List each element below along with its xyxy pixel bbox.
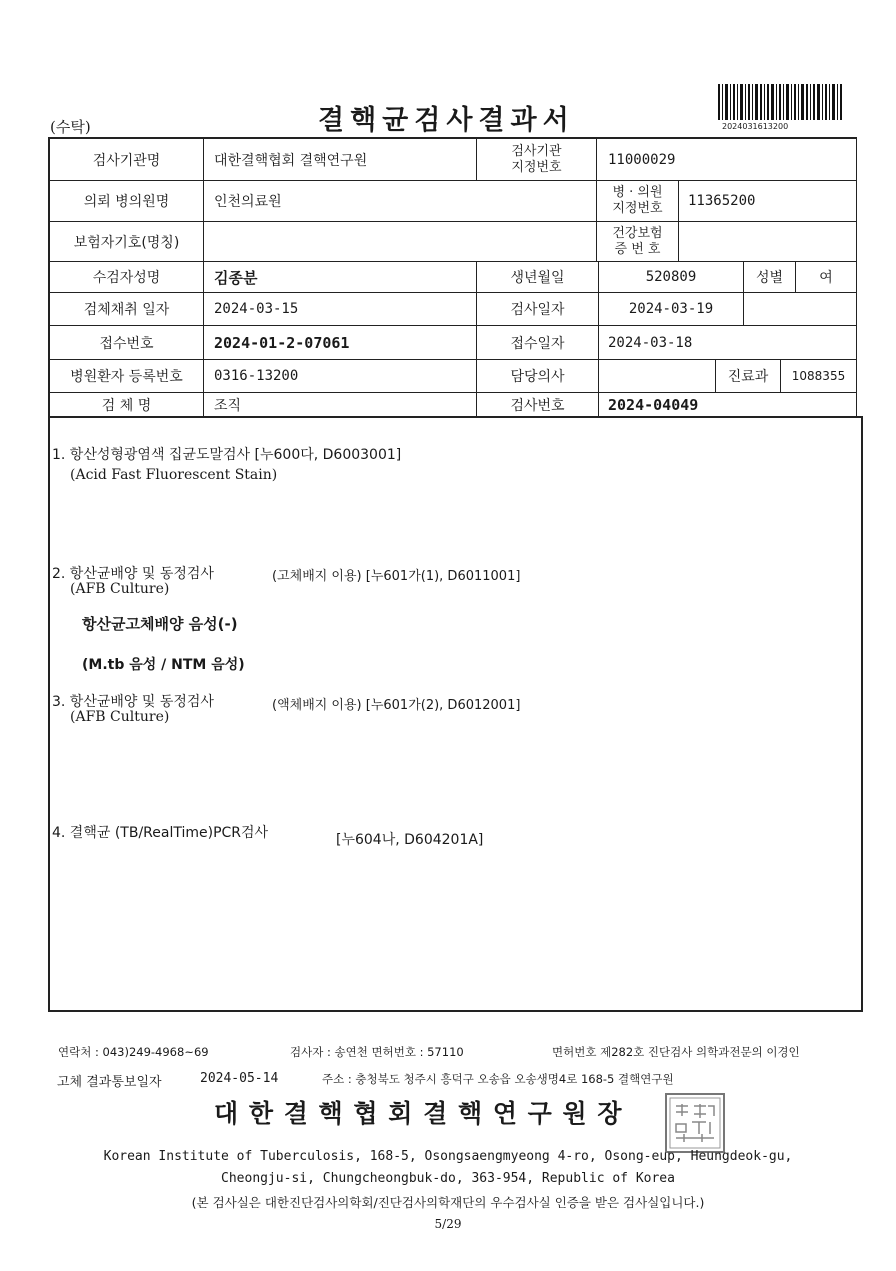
test-4-code: [누604나, D604201A]	[336, 832, 484, 848]
page-number: 5/29	[434, 1217, 462, 1231]
value-attending-doctor	[608, 360, 713, 392]
test-2-result: 항산균고체배양 음성(-)	[82, 615, 238, 633]
label-insurer: 보험자기호(명칭)	[73, 234, 180, 251]
organization-name: 대 한 결 핵 협 회 결 핵 연 구 원 장	[214, 1099, 623, 1128]
label-sex: 성별	[755, 270, 784, 286]
examiner-info: 검사자 : 송연천 면허번호 : 57110	[290, 1045, 464, 1059]
test-1-subtitle: (Acid Fast Fluorescent Stain)	[70, 467, 278, 483]
contact-phone: 연락처 : 043)249-4968~69	[58, 1045, 209, 1059]
value-lab-name: 대한결핵협회 결핵연구원	[214, 152, 368, 169]
label-patient-registration: 병원환자 등록번호	[70, 369, 183, 385]
test-2-medium: (고체배지 이용) [누601가(1), D6011001]	[272, 569, 521, 584]
value-department: 1088355	[791, 369, 846, 383]
test-2-subtitle: (AFB Culture)	[70, 581, 170, 597]
barcode-number: 2024031613200	[722, 122, 789, 131]
value-hospital: 인천의료원	[214, 194, 282, 210]
value-specimen: 조직	[214, 397, 242, 414]
value-sex: 여	[819, 270, 833, 286]
value-birthdate: 520809	[645, 269, 697, 285]
value-insurance-number	[688, 222, 848, 261]
value-insurer	[214, 222, 594, 261]
value-hospital-designation: 11365200	[688, 193, 756, 209]
test-1-title: 1. 항산성형광염색 집균도말검사 [누600다, D6003001]	[52, 447, 402, 463]
report-date-label: 고체 결과통보일자	[57, 1075, 162, 1090]
report-date: 2024-05-14	[200, 1071, 279, 1086]
value-collection-date: 2024-03-15	[214, 301, 299, 317]
value-test-number: 2024-04049	[608, 395, 699, 414]
test-3-subtitle: (AFB Culture)	[70, 709, 170, 725]
address: 주소 : 충청북도 청주시 흥덕구 오송읍 오송생명4로 168-5 결핵연구원	[322, 1072, 674, 1086]
test-2-result-detail: (M.tb 음성 / NTM 음성)	[82, 657, 245, 673]
english-address-line-1: Korean Institute of Tuberculosis, 168-5, Osongsaengmyeong 4-ro, Osong-eup, Heungdeok-gu,	[103, 1149, 793, 1164]
physician-license: 면허번호 제282호 진단검사 의학과전문의 이경인	[552, 1045, 800, 1059]
english-address-line-2: Cheongju-si, Chungcheongbuk-do, 363-954, Republic of Korea	[221, 1171, 675, 1186]
value-test-date: 2024-03-19	[628, 301, 714, 317]
label-test-date: 검사일자	[510, 302, 565, 318]
label-specimen: 검 체 명	[101, 397, 152, 414]
value-patient-registration: 0316-13200	[214, 368, 299, 384]
label-birthdate: 생년월일	[510, 270, 565, 286]
label-hospital-designation: 병 · 의원 지정번호	[612, 185, 663, 216]
value-receipt-date: 2024-03-18	[608, 334, 693, 351]
certification-note: (본 검사실은 대한진단검사의학회/진단검사의학재단의 우수검사실 인증을 받은 검사실입니다.)	[191, 1195, 705, 1210]
page-title: 결핵균검사결과서	[318, 105, 575, 136]
label-receipt-date: 접수일자	[510, 335, 565, 352]
label-test-number: 검사번호	[510, 397, 565, 414]
test-2-title: 2. 항산균배양 및 동정검사	[52, 566, 214, 582]
label-department: 진료과	[727, 369, 769, 385]
label-collection-date: 검체채취 일자	[83, 302, 170, 318]
label-patient-name: 수검자성명	[92, 270, 161, 286]
label-lab-designation: 검사기관 지정번호	[511, 143, 562, 175]
label-lab-name: 검사기관명	[92, 152, 161, 169]
value-patient-name: 김종분	[214, 268, 258, 287]
test-3-title: 3. 항산균배양 및 동정검사	[52, 694, 214, 710]
consignment-tag: (수탁)	[50, 118, 91, 136]
value-receipt-number: 2024-01-2-07061	[214, 333, 350, 352]
official-seal	[664, 1092, 726, 1154]
label-hospital: 의뢰 병의원명	[83, 194, 170, 210]
test-3-medium: (액체배지 이용) [누601가(2), D6012001]	[272, 698, 521, 713]
label-insurance-number: 건강보험 증 번 호	[612, 225, 663, 257]
label-attending-doctor: 담당의사	[510, 369, 565, 385]
results-box	[48, 416, 863, 1012]
value-lab-designation: 11000029	[608, 151, 676, 168]
barcode	[718, 84, 844, 122]
label-receipt-number: 접수번호	[99, 335, 154, 352]
test-4-title: 4. 결핵균 (TB/RealTime)PCR검사	[52, 825, 269, 841]
